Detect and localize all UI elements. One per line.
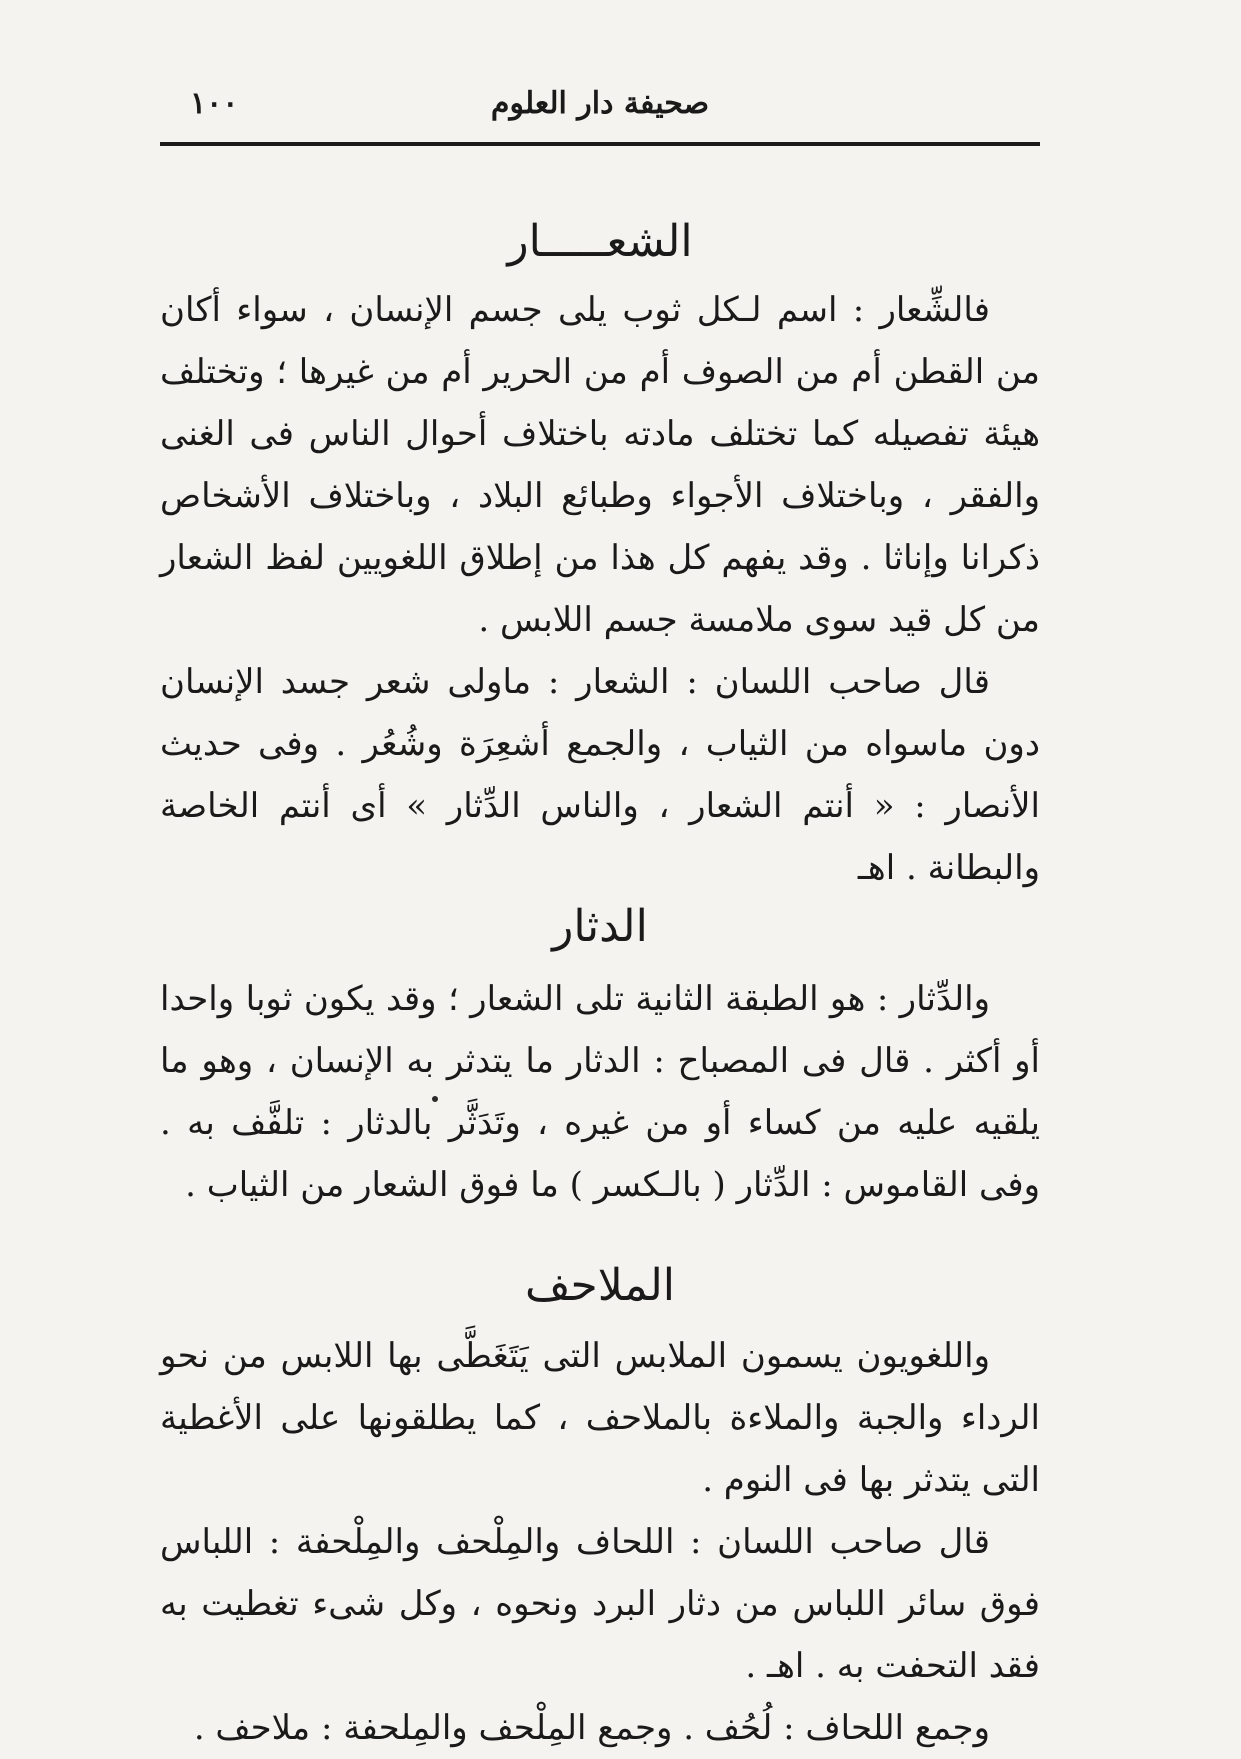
paragraph: قال صاحب اللسان : اللحاف والمِلْحف والمِلْحفة : اللباس فوق سائر اللباس من دثار البرد ونحوه ، وكل شىء تغطيت به فقد التحفت به . اهـ . — [160, 1522, 1040, 1686]
section-heading-malahif: الملاحف — [524, 1260, 676, 1311]
paragraph: وجمع اللحاف : لُحُف . وجمع المِلْحف والمِلحفة : ملاحف . — [193, 1708, 990, 1748]
paragraph: قال صاحب اللسان : الشعار : ماولى شعر جسد الإنسان دون ماسواه من الثياب ، والجمع أشعِرَة وشُعُر . وفى حديث الأنصار : « أنتم الشعار ، والناس الدِّثار » أى أنتم الخاصة والبطانة . اهـ — [160, 662, 1040, 888]
stray-ink-dot — [432, 1096, 438, 1102]
section-heading-dithar: الدثار — [552, 901, 648, 952]
section-heading-shiar: الشعـــــار — [507, 216, 693, 267]
running-title: صحيفة دار العلوم — [490, 86, 710, 121]
paragraph: واللغويون يسمون الملابس التى يَتَغَطَّى بها اللابس من نحو الرداء والجبة والملاءة بالملاحف ، كما يطلقونها على الأغطية التى يتدثر بها فى النوم . — [160, 1336, 1040, 1500]
paragraph: والدِّثار : هو الطبقة الثانية تلى الشعار ؛ وقد يكون ثوبا واحدا أو أكثر . قال فى المصباح : الدثار ما يتدثر به الإنسان ، وهو ما يلقيه عليه من كساء أو من غيره ، وتَدَثَّر بالدثار : تلفَّف به . وفى القاموس : الدِّثار ( بالـكسر ) ما فوق الشعار من الثياب . — [160, 979, 1040, 1205]
page-number: ١٠٠ — [190, 86, 239, 121]
page-content — [160, 80, 1040, 1748]
paragraph: فالشِّعار : اسم لـكل ثوب يلى جسم الإنسان ، سواء أكان من القطن أم من الصوف أم من الحرير أم من غيرها ؛ وتختلف هيئة تفصيله كما تختلف مادته باختلاف أحوال الناس فى الغنى والفقر ، وباختلاف الأجواء وطبائع البلاد ، وباختلاف الأشخاص ذكرانا وإناثا . وقد يفهم كل هذا من إطلاق اللغويين لفظ الشعار من كل قيد سوى ملامسة جسم اللابس . — [160, 290, 1040, 640]
page-header — [160, 80, 1040, 146]
